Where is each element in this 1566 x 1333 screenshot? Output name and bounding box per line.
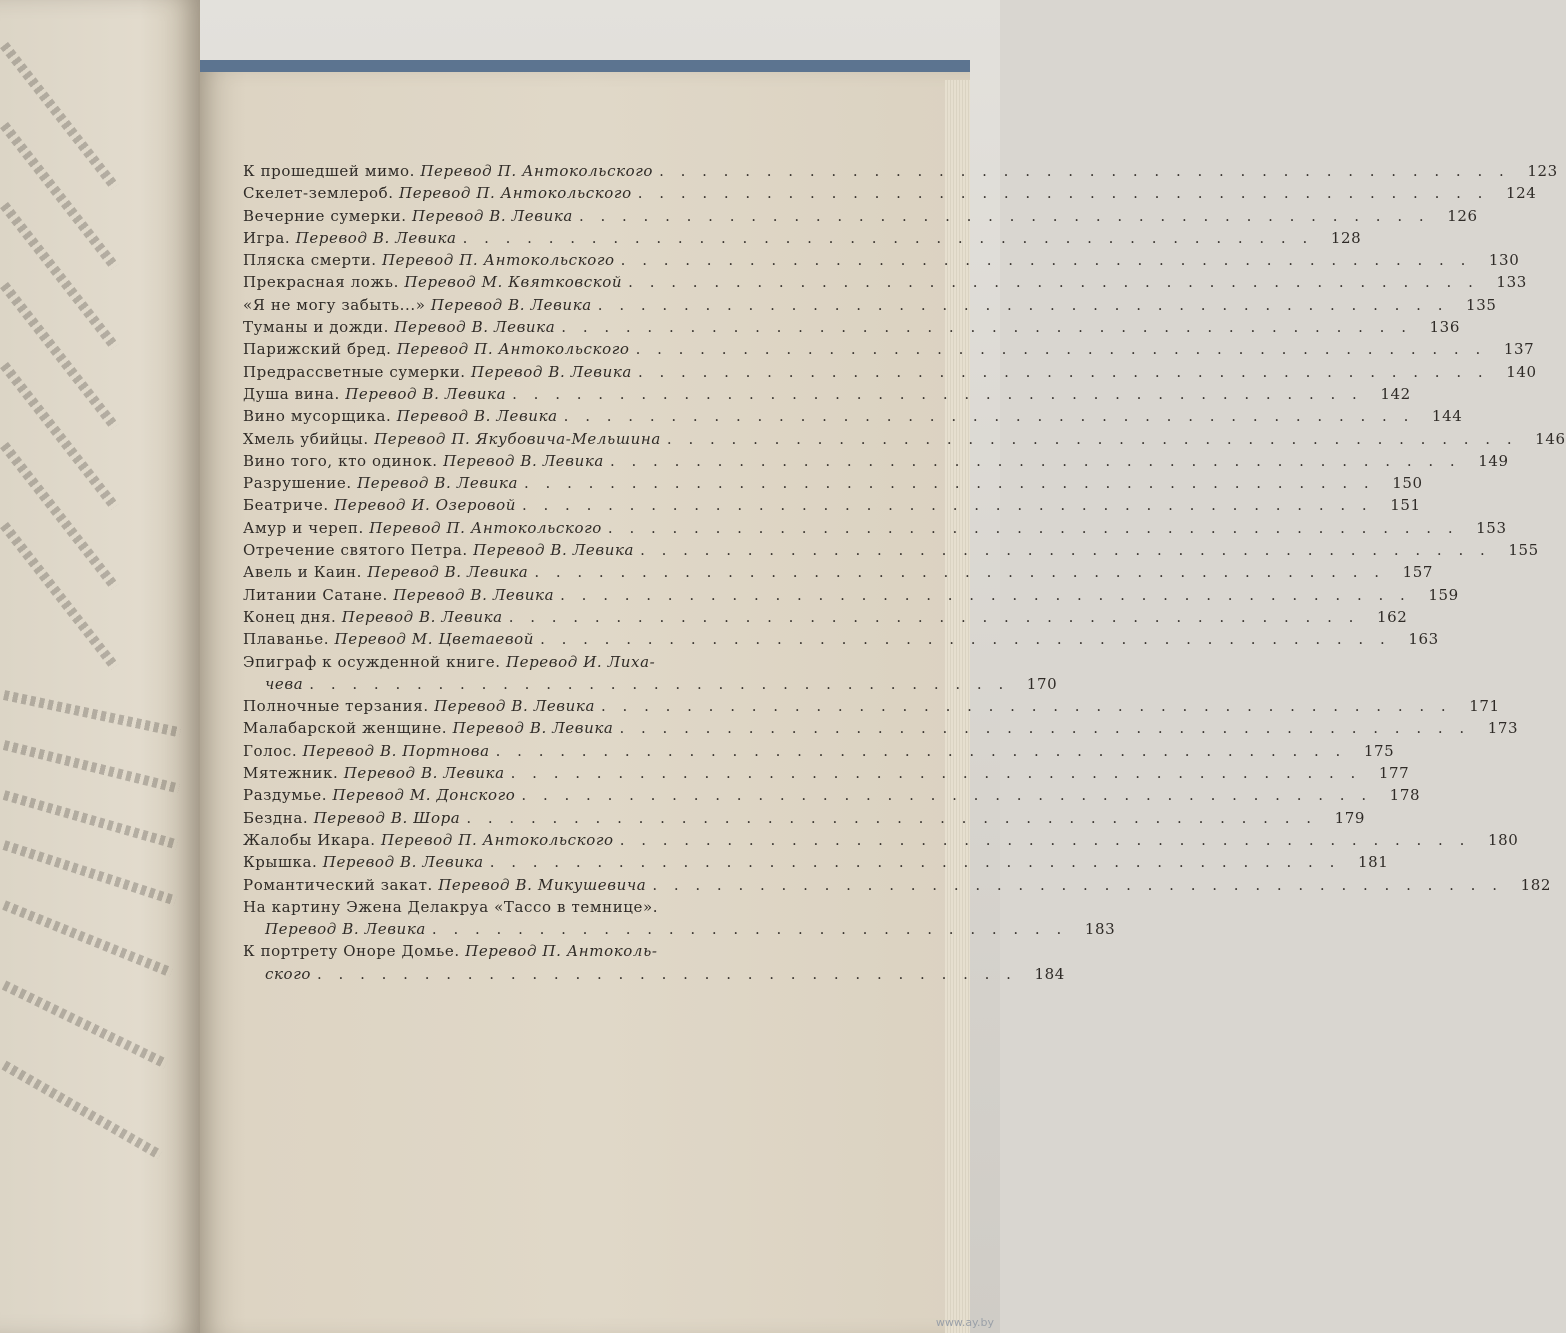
entry-text	[243, 227, 457, 249]
entry-translator: Перевод П. Антокольского	[396, 340, 630, 359]
toc-entry	[243, 740, 1395, 762]
entry-title: Авель и Каин.	[243, 563, 363, 582]
entry-title: Плаванье.	[243, 630, 330, 649]
toc-entry	[243, 829, 1519, 851]
left-page-text-line	[2, 900, 173, 977]
entry-translator: Перевод В. Левика	[430, 295, 592, 314]
entry-text	[243, 271, 622, 293]
toc-entry	[243, 606, 1408, 628]
leader-dots: . . . . . . . . . . . . . . . . . . . . . . . . . . . . . . . . . . . . . . . .	[619, 830, 1471, 849]
toc-entry	[243, 271, 1527, 293]
entry-page-number: 173	[1487, 719, 1519, 738]
entry-translator: Перевод В. Левика	[434, 697, 595, 716]
leader-dots: . . . . . . . . . . . . . . . . . . . . . . . . . . . . . . . . .	[309, 674, 1010, 693]
entry-text	[243, 628, 534, 650]
left-page-text-line	[3, 790, 179, 849]
leader-dots: . . . . . . . . . . . . . . . . . . . . . . . . . . . . . . . . . . . . . . . .	[637, 184, 1489, 203]
entry-page-number: 179	[1334, 808, 1366, 827]
leader-dots: . . . . . . . . . . . . . . . . . . . . . . . . . . . . . .	[431, 920, 1068, 939]
toc-entry	[243, 249, 1520, 271]
entry-translator: Перевод М. Цветаевой	[334, 630, 535, 649]
toc-entry	[243, 717, 1519, 739]
leader-dots: . . . . . . . . . . . . . . . . . . . . . . . . . . . . . . . . . . . . . . . .	[601, 697, 1452, 716]
entry-translator: Перевод В. Левика	[396, 407, 558, 426]
entry-title: Малабарской женщине.	[243, 719, 448, 738]
entry-translator: Перевод П. Антокольского	[380, 830, 614, 849]
toc-entry	[243, 361, 1537, 383]
entry-page-number: 177	[1378, 764, 1410, 783]
left-page-text-line	[2, 1061, 163, 1160]
toc-entry	[243, 227, 1362, 249]
toc-entry	[243, 316, 1460, 338]
entry-text	[243, 695, 595, 717]
entry-page-number: 155	[1508, 541, 1539, 560]
leader-dots: . . . . . . . . . . . . . . . . . . . . . . . . . . . . . . . . . . . . . . . .	[466, 808, 1318, 827]
entry-text	[243, 294, 592, 316]
left-page-text-line	[0, 202, 119, 350]
toc-entry	[243, 584, 1459, 606]
entry-title: Романтический закат.	[243, 875, 433, 894]
entry-translator: Перевод П. Антокольского	[420, 162, 654, 180]
left-page-text-line	[0, 362, 119, 510]
entry-page-number: 153	[1476, 518, 1507, 537]
leader-dots: . . . . . . . . . . . . . . . . . . . . . . . . . . . . . . . . .	[317, 964, 1017, 983]
entry-page-number: 170	[1026, 674, 1058, 693]
toc-entry	[243, 160, 1558, 182]
leader-dots: . . . . . . . . . . . . . . . . . . . . . . . . . . . . . . . . . . . . . . . .	[540, 630, 1391, 649]
entry-translator: Перевод В. Левика	[412, 206, 573, 225]
entry-title: Предрассветные сумерки.	[243, 362, 466, 381]
entry-translator: Перевод В. Левика	[393, 585, 555, 604]
leader-dots: . . . . . . . . . . . . . . . . . . . . . . . . . . . . . . . . . . . . . . . .	[534, 563, 1386, 582]
entry-page-number: 175	[1363, 741, 1395, 760]
entry-text	[243, 160, 653, 182]
entry-page-number: 184	[1034, 964, 1065, 983]
left-page-text-line	[3, 740, 180, 793]
toc-entry	[243, 517, 1507, 539]
entry-translator: Перевод В. Шора	[313, 808, 461, 827]
toc-entry	[243, 784, 1421, 806]
leader-dots: . . . . . . . . . . . . . . . . . . . . . . . . . . . . . . . . . . . . . . . .	[635, 340, 1487, 359]
toc-entry-delacroix	[243, 896, 1116, 941]
leader-dots: . . . . . . . . . . . . . . . . . . . . . . . . . . . . . . . . . . . . . . . .	[510, 764, 1362, 783]
entry-text	[243, 472, 518, 494]
entry-text	[243, 182, 632, 204]
entry-title: Крышка.	[243, 853, 318, 872]
entry-title: Раздумье.	[243, 786, 328, 805]
leader-dots: . . . . . . . . . . . . . . . . . . . . . . . . . . . . . . . . . . . . . . . .	[521, 496, 1373, 515]
entry-text	[243, 316, 555, 338]
entry-page-number: 171	[1469, 697, 1500, 716]
left-page-text-line	[3, 690, 181, 737]
toc-entry	[243, 383, 1411, 405]
entry-page-number: 126	[1447, 206, 1478, 225]
entry-translator: Перевод В. Левика	[471, 362, 632, 381]
entry-text	[243, 539, 634, 561]
entry-translator-cont: чева	[265, 674, 304, 693]
entry-translator: Перевод В. Левика	[265, 920, 426, 939]
entry-title: Беатриче.	[243, 496, 329, 515]
toc-entry	[243, 450, 1509, 472]
toc-entry	[243, 628, 1439, 650]
leader-dots: . . . . . . . . . . . . . . . . . . . . . . . . . . . . . . . . . . . . . . . .	[512, 384, 1363, 403]
entry-page-number: 180	[1487, 830, 1519, 849]
entry-title: На картину Эжена Делакруа «Тассо в темнице».	[243, 897, 659, 916]
leader-dots: . . . . . . . . . . . . . . . . . . . . . . . . . . . . . . . . . . . . . . . .	[619, 719, 1471, 738]
entry-page-number: 150	[1392, 474, 1423, 493]
entry-text	[243, 561, 528, 583]
entry-title: Скелет-землероб.	[243, 184, 394, 203]
left-page-text-line	[0, 282, 119, 430]
entry-title: Жалобы Икара.	[243, 830, 376, 849]
toc-entry	[243, 494, 1421, 516]
left-page-text-line	[2, 981, 168, 1069]
leader-dots: . . . . . . . . . . . . . . . . . . . . . . . . . . . . . . . . . . . . . . . .	[597, 295, 1449, 314]
leader-dots: . . . . . . . . . . . . . . . . . . . . . . . . . . . . . . . . . . . . . . . .	[640, 541, 1491, 560]
toc-entry	[243, 561, 1434, 583]
leader-dots: . . . . . . . . . . . . . . . . . . . . . . . . . . . . . . . . . . . . . . . .	[620, 251, 1472, 270]
toc-entry-daumier	[243, 940, 1065, 985]
entry-translator: Перевод П. Якубовича-Мельшина	[374, 429, 661, 448]
entry-text	[243, 428, 661, 450]
entry-title: Отречение святого Петра.	[243, 541, 468, 560]
entry-text	[243, 405, 558, 427]
entry-page-number: 142	[1380, 384, 1411, 403]
toc-entry-epigraph	[243, 651, 1058, 696]
entry-title: Парижский бред.	[243, 340, 392, 359]
entry-page-number: 163	[1408, 630, 1439, 649]
entry-page-number: 133	[1496, 273, 1527, 292]
entry-text	[243, 249, 615, 271]
entry-title: Бездна.	[243, 808, 309, 827]
leader-dots: . . . . . . . . . . . . . . . . . . . . . . . . . . . . . . . . . . . . . . . .	[628, 273, 1479, 292]
entry-translator: Перевод П. Антокольского	[381, 251, 615, 270]
entry-text	[243, 829, 614, 851]
entry-title: Прекрасная ложь.	[243, 273, 399, 292]
entry-translator: Перевод В. Левика	[394, 318, 556, 337]
entry-page-number: 159	[1428, 585, 1459, 604]
entry-text	[243, 361, 632, 383]
entry-text	[243, 717, 613, 739]
toc-entry	[243, 338, 1535, 360]
toc-entry	[243, 405, 1463, 427]
entry-page-number: 140	[1506, 362, 1537, 381]
entry-text	[243, 338, 630, 360]
entry-translator: Перевод И. Озеровой	[334, 496, 516, 515]
entry-title: Литании Сатане.	[243, 585, 388, 604]
entry-page-number: 162	[1376, 607, 1408, 626]
leader-dots: . . . . . . . . . . . . . . . . . . . . . . . . . . . . . . . . . . . . . . . .	[524, 474, 1375, 493]
entry-page-number: 146	[1535, 429, 1566, 448]
entry-text	[243, 740, 490, 762]
entry-translator: Перевод М. Квятковской	[404, 273, 623, 292]
toc-entry	[243, 695, 1500, 717]
entry-translator: Перевод В. Левика	[452, 719, 614, 738]
entry-text	[243, 762, 505, 784]
entry-page-number: 183	[1084, 920, 1116, 939]
entry-text	[243, 784, 515, 806]
leader-dots: . . . . . . . . . . . . . . . . . . . . . . . . . . . . . . . . . . . . . . . .	[560, 585, 1411, 604]
entry-translator: Перевод В. Левика	[367, 563, 529, 582]
entry-text	[243, 383, 506, 405]
entry-translator: Перевод М. Донского	[332, 786, 516, 805]
entry-text	[243, 584, 554, 606]
leader-dots: . . . . . . . . . . . . . . . . . . . . . . . . . . . . . . . . . . . . . . . .	[489, 853, 1341, 872]
left-page-text-line	[0, 42, 119, 190]
left-page-text-line	[2, 840, 176, 905]
leader-dots: . . . . . . . . . . . . . . . . . . . . . . . . . . . . . . . . . . . . . . . .	[609, 451, 1461, 470]
leader-dots: . . . . . . . . . . . . . . . . . . . . . . . . . . . . . . . . . . . . . . . .	[578, 206, 1430, 225]
left-page-text-line	[0, 442, 119, 590]
entry-translator: Перевод В. Левика	[295, 228, 457, 247]
entry-translator: Перевод В. Левика	[345, 384, 507, 403]
entry-page-number: 123	[1527, 162, 1558, 180]
entry-text	[243, 851, 484, 873]
entry-page-number: 144	[1431, 407, 1463, 426]
leader-dots: . . . . . . . . . . . . . . . . . . . . . . . . . . . . . . . . . . . . . . . .	[607, 518, 1459, 537]
entry-translator: Перевод В. Левика	[341, 607, 503, 626]
toc-entry	[243, 851, 1389, 873]
entry-translator: Перевод П. Антоколь-	[465, 942, 658, 961]
entry-title: «Я не могу забыть...»	[243, 295, 426, 314]
toc-entry	[243, 472, 1423, 494]
entry-page-number: 149	[1478, 451, 1509, 470]
leader-dots: . . . . . . . . . . . . . . . . . . . . . . . . . . . . . . . . . . . . . . . .	[659, 162, 1510, 180]
leader-dots: . . . . . . . . . . . . . . . . . . . . . . . . . . . . . . . . . . . . . . . .	[462, 228, 1314, 247]
entry-page-number: 157	[1402, 563, 1434, 582]
entry-text	[243, 517, 602, 539]
toc-entry	[243, 428, 1566, 450]
entry-translator: Перевод В. Левика	[443, 451, 604, 470]
entry-translator: Перевод И. Лиха-	[505, 652, 656, 671]
toc-entry	[243, 205, 1478, 227]
entry-title: К прошедшей мимо.	[243, 162, 415, 180]
entry-text	[243, 494, 516, 516]
left-page-text-line	[0, 522, 119, 670]
entry-translator: Перевод В. Левика	[343, 764, 505, 783]
entry-page-number: 128	[1330, 228, 1362, 247]
entry-page-number: 182	[1520, 875, 1551, 894]
entry-title: Голос.	[243, 741, 298, 760]
entry-title: Душа вина.	[243, 384, 340, 403]
leader-dots: . . . . . . . . . . . . . . . . . . . . . . . . . . . . . . . . . . . . . . . .	[563, 407, 1415, 426]
entry-title: Хмель убийцы.	[243, 429, 369, 448]
entry-title: Вино того, кто одинок.	[243, 451, 438, 470]
entry-title: Разрушение.	[243, 474, 352, 493]
entry-text	[243, 450, 604, 472]
entry-translator: Перевод В. Портнова	[302, 741, 490, 760]
entry-title: Полночные терзания.	[243, 697, 429, 716]
entry-page-number: 151	[1390, 496, 1421, 515]
entry-translator: Перевод В. Микушевича	[438, 875, 647, 894]
entry-title: К портрету Оноре Домье.	[243, 942, 460, 961]
toc-entry	[243, 762, 1410, 784]
entry-title: Вино мусорщика.	[243, 407, 392, 426]
entry-page-number: 136	[1429, 318, 1460, 337]
entry-translator: Перевод В. Левика	[473, 541, 635, 560]
entry-title: Амур и череп.	[243, 518, 364, 537]
toc-entry	[243, 182, 1537, 204]
entry-text	[243, 874, 646, 896]
entry-title: Пляска смерти.	[243, 251, 377, 270]
entry-title: Эпиграф к осужденной книге.	[243, 652, 501, 671]
leader-dots: . . . . . . . . . . . . . . . . . . . . . . . . . . . . . . . . . . . . . . . .	[495, 741, 1347, 760]
entry-page-number: 181	[1357, 853, 1389, 872]
leader-dots: . . . . . . . . . . . . . . . . . . . . . . . . . . . . . . . . . . . . . . . .	[666, 429, 1518, 448]
toc-entry	[243, 807, 1366, 829]
watermark: www.ay.by	[935, 1316, 994, 1329]
entry-translator: Перевод В. Левика	[322, 853, 484, 872]
entry-page-number: 178	[1389, 786, 1421, 805]
entry-title: Игра.	[243, 228, 291, 247]
entry-title: Мятежник.	[243, 764, 339, 783]
entry-page-number: 135	[1466, 295, 1497, 314]
toc-entry	[243, 294, 1497, 316]
leader-dots: . . . . . . . . . . . . . . . . . . . . . . . . . . . . . . . . . . . . . . . .	[521, 786, 1373, 805]
entry-page-number: 130	[1488, 251, 1520, 270]
leader-dots: . . . . . . . . . . . . . . . . . . . . . . . . . . . . . . . . . . . . . . . .	[508, 607, 1360, 626]
entry-title: Вечерние сумерки.	[243, 206, 407, 225]
toc-group	[243, 695, 1551, 896]
entry-page-number: 137	[1503, 340, 1535, 359]
entry-translator-cont: ского	[265, 964, 312, 983]
entry-translator: Перевод П. Антокольского	[399, 184, 632, 203]
left-page-text-line	[0, 122, 119, 270]
entry-title: Туманы и дожди.	[243, 318, 389, 337]
leader-dots: . . . . . . . . . . . . . . . . . . . . . . . . . . . . . . . . . . . . . . . .	[637, 362, 1489, 381]
entry-text	[243, 606, 503, 628]
leader-dots: . . . . . . . . . . . . . . . . . . . . . . . . . . . . . . . . . . . . . . . .	[561, 318, 1412, 337]
entry-title: Конец дня.	[243, 607, 337, 626]
table-of-contents	[243, 160, 1566, 985]
entry-translator: Перевод В. Левика	[357, 474, 519, 493]
toc-group	[243, 160, 1566, 651]
left-page	[0, 0, 200, 1333]
toc-entry	[243, 874, 1551, 896]
toc-entry	[243, 539, 1539, 561]
leader-dots: . . . . . . . . . . . . . . . . . . . . . . . . . . . . . . . . . . . . . . . .	[652, 875, 1503, 894]
entry-translator: Перевод П. Антокольского	[369, 518, 602, 537]
entry-page-number: 124	[1506, 184, 1537, 203]
entry-text	[243, 205, 573, 227]
entry-text	[243, 807, 460, 829]
